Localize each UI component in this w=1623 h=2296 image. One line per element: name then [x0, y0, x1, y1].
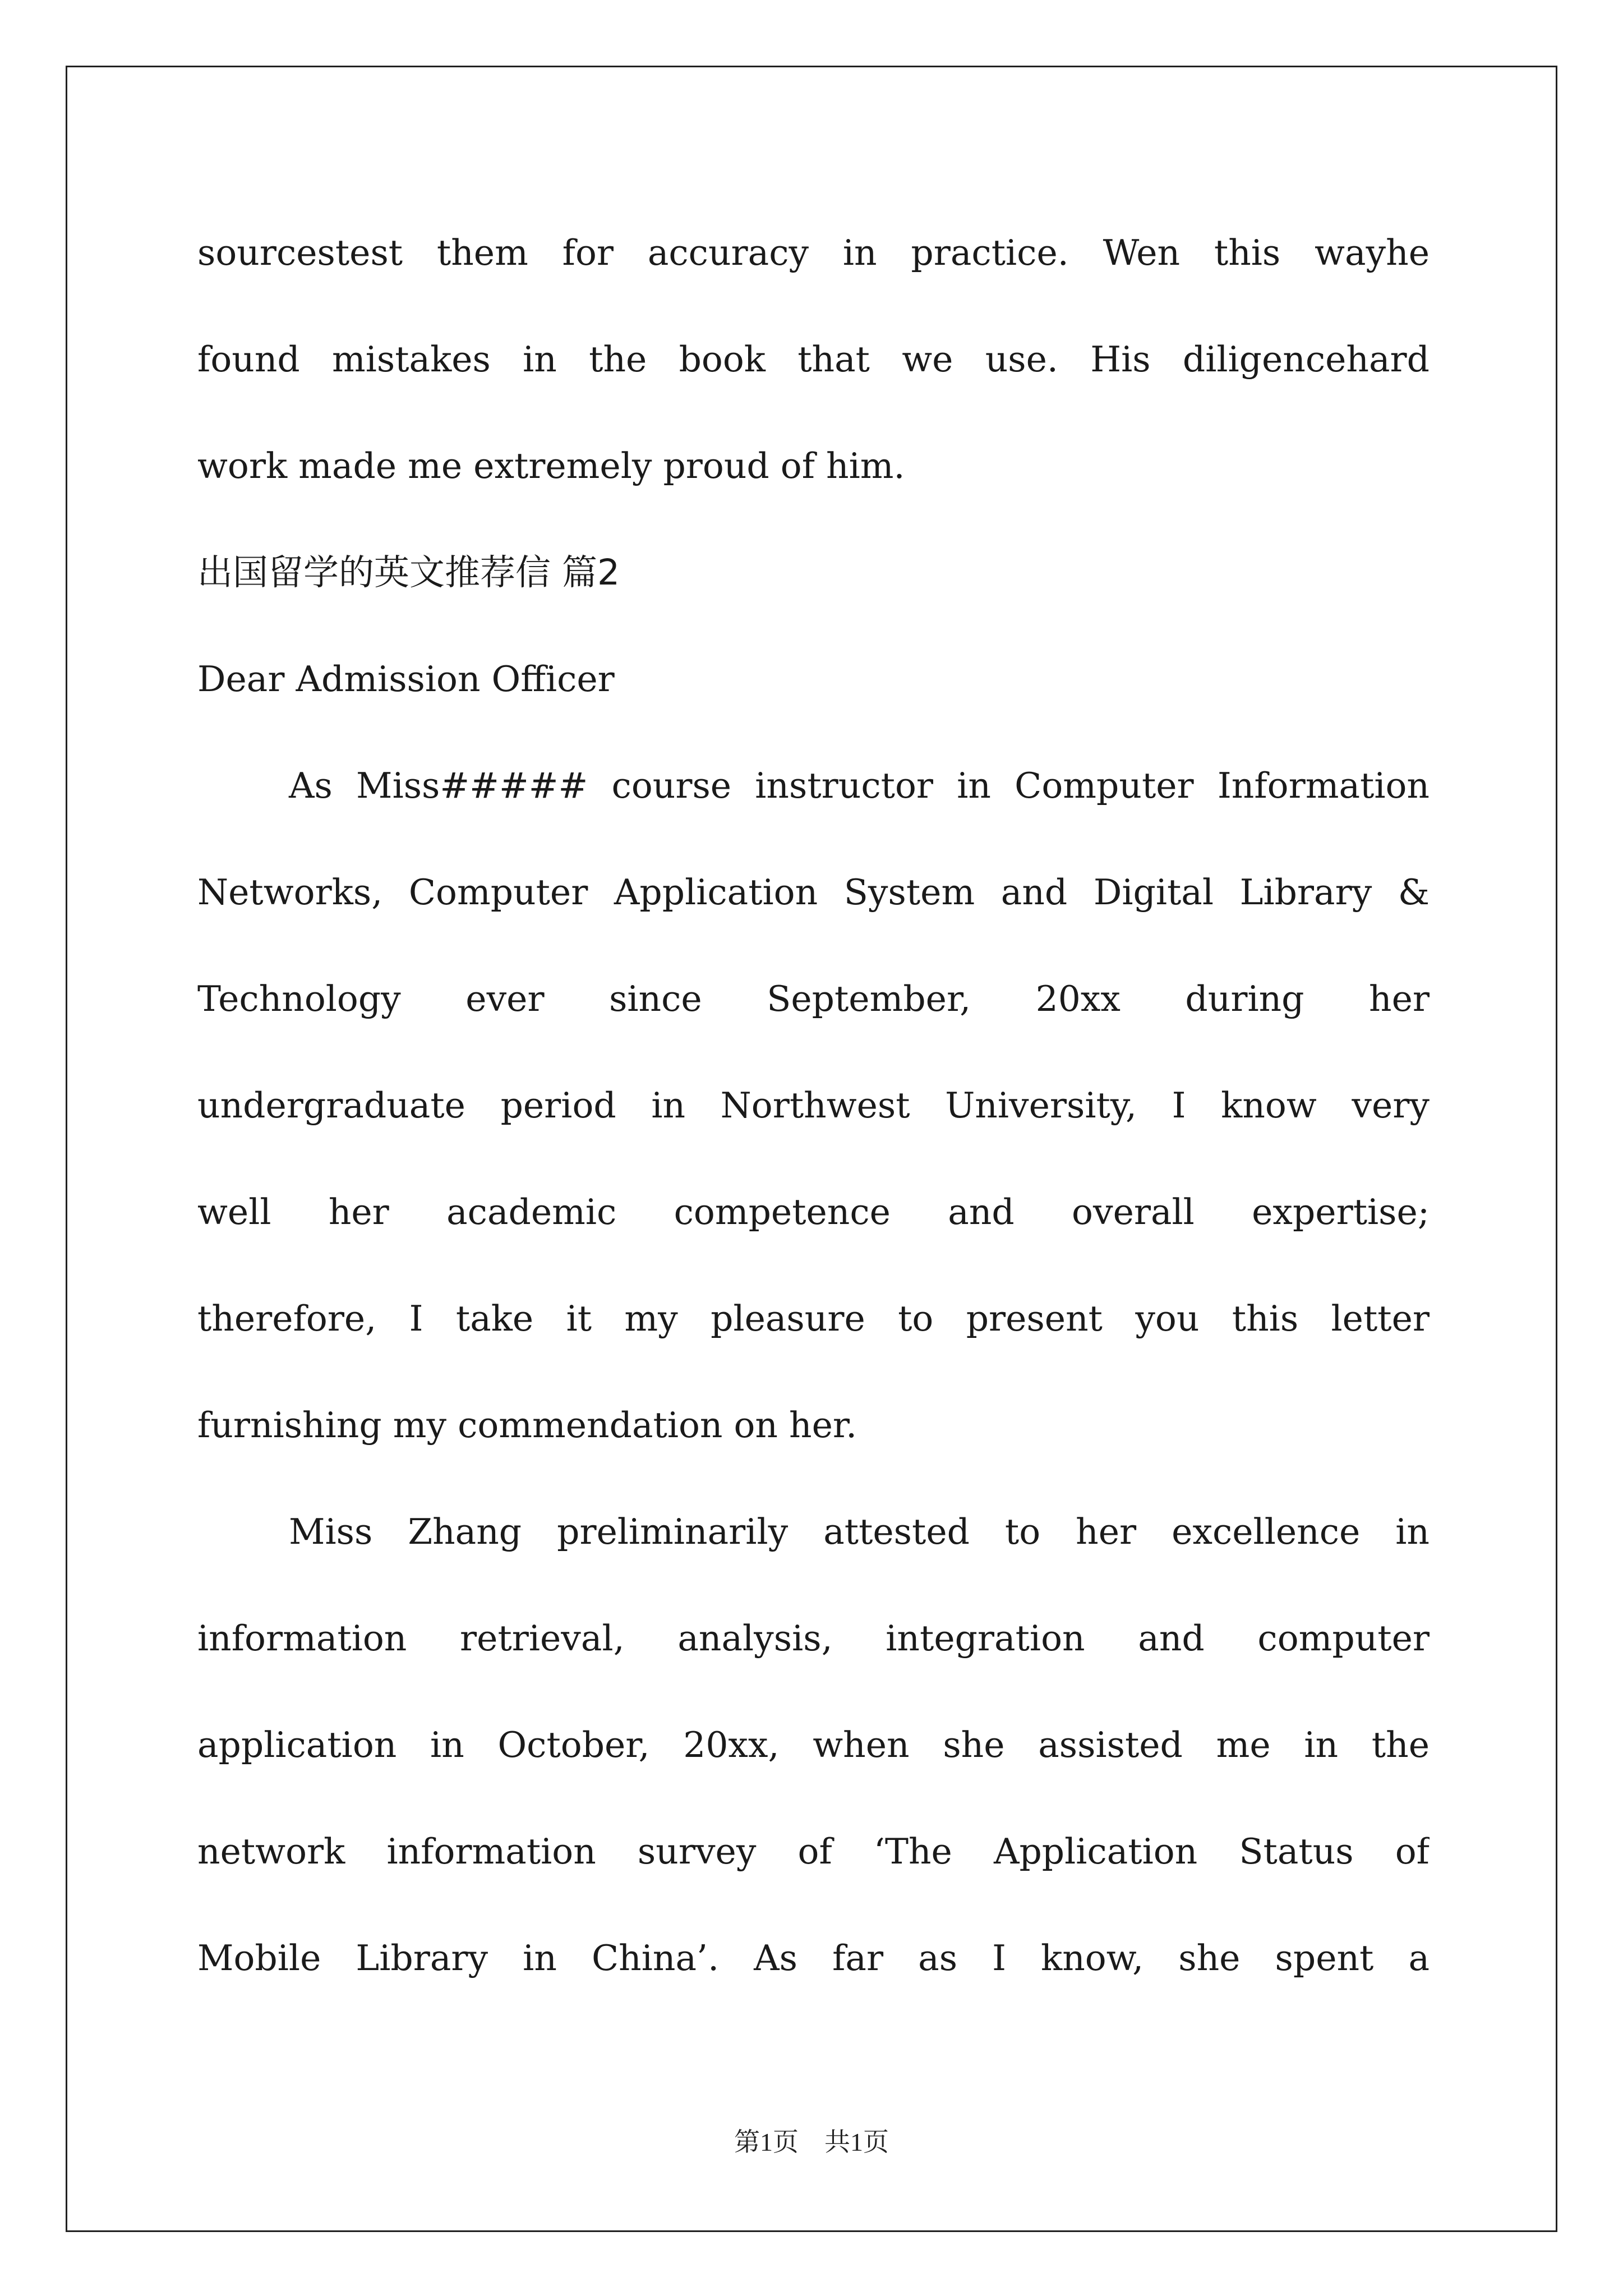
- body-line: undergraduate period in Northwest University, I know very: [197, 1085, 1430, 1126]
- paragraph-start-line: As Miss##### course instructor in Computer Information: [289, 765, 1430, 806]
- body-line: therefore, I take it my pleasure to present you this letter: [197, 1298, 1430, 1339]
- salutation: Dear Admission Officer: [197, 659, 615, 700]
- section-heading: 出国留学的英文推荐信 篇2: [197, 552, 620, 593]
- document-body: [197, 200, 1430, 2012]
- body-line: found mistakes in the book that we use. His diligencehard: [197, 339, 1430, 380]
- body-line: network information survey of ‘The Application Status of: [197, 1831, 1430, 1872]
- page-number-footer: 第1页 共1页: [734, 2128, 889, 2156]
- body-line: Technology ever since September, 20xx during her: [197, 978, 1430, 1019]
- body-line: well her academic competence and overall expertise;: [197, 1191, 1430, 1232]
- body-line: sourcestest them for accuracy in practice. Wen this wayhe: [197, 232, 1430, 273]
- body-line: Networks, Computer Application System and Digital Library &: [197, 872, 1430, 913]
- body-line: work made me extremely proud of him.: [197, 445, 905, 486]
- body-line: furnishing my commendation on her.: [197, 1405, 857, 1446]
- body-line: Mobile Library in China’. As far as I know, she spent a: [197, 1938, 1430, 1978]
- body-line: application in October, 20xx, when she assisted me in the: [197, 1724, 1430, 1765]
- paragraph-start-line: Miss Zhang preliminarily attested to her excellence in: [289, 1511, 1430, 1552]
- body-line: information retrieval, analysis, integration and computer: [197, 1618, 1430, 1659]
